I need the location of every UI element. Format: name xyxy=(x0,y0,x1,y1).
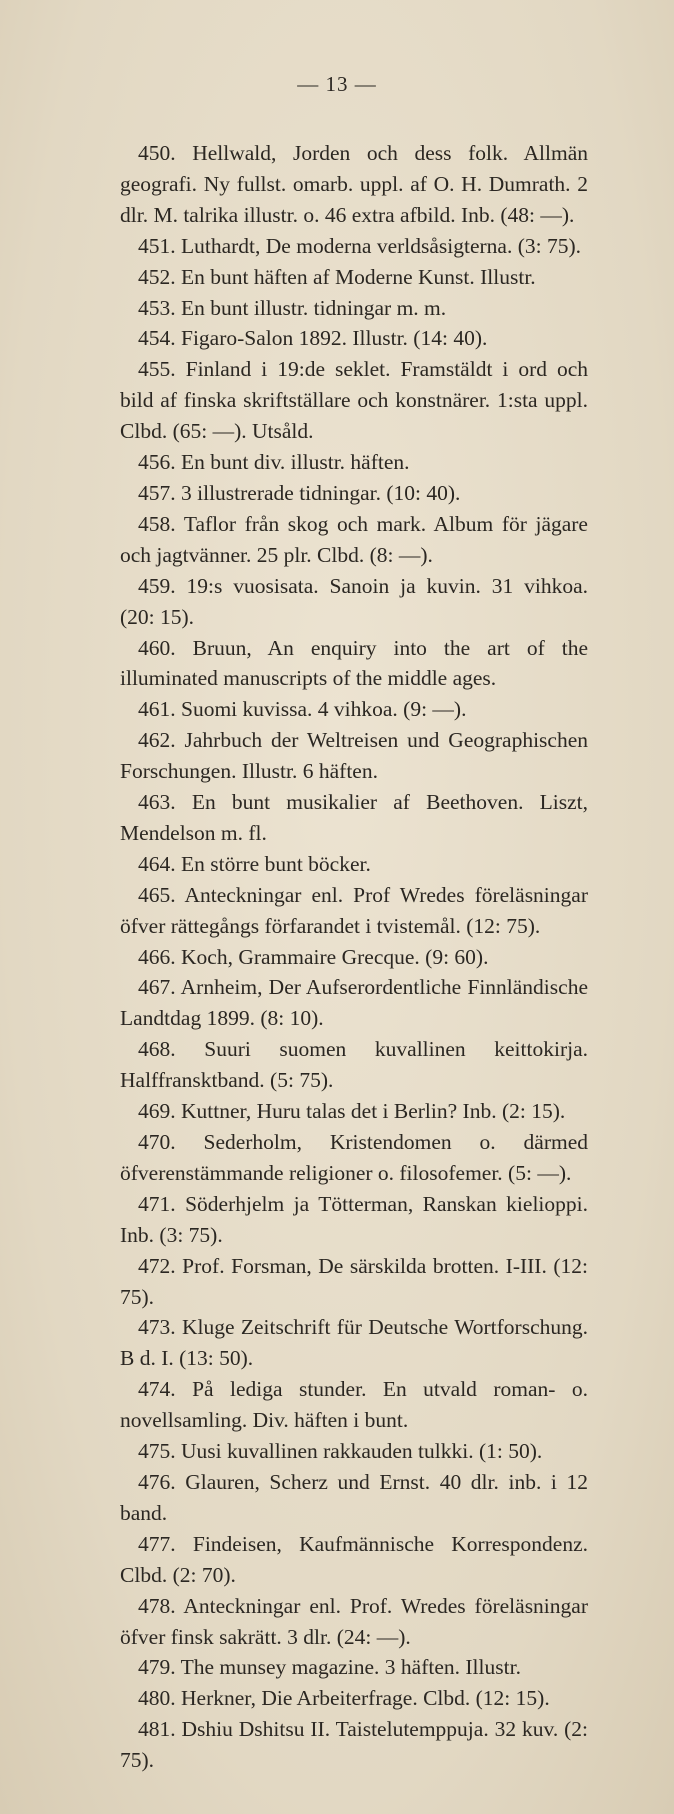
entry-text: 19:s vuosisata. Sanoin ja kuvin. 31 vihkoa. (20: 15). xyxy=(120,573,589,629)
entry-number: 463. xyxy=(138,790,176,815)
entry-text: Söderhjelm ja Tötterman, Ranskan kielioppi. Inb. (3: 75). xyxy=(120,1191,588,1247)
entry-number: 451. xyxy=(138,233,176,258)
catalogue-entry xyxy=(120,478,588,509)
catalogue-entry xyxy=(120,880,588,942)
catalogue-entry xyxy=(120,1436,588,1467)
catalogue-entry xyxy=(120,1467,588,1529)
entry-text: Taflor från skog och mark. Album för jägare och jagtvänner. 25 plr. Clbd. (8: —). xyxy=(120,511,588,567)
entry-number: 476. xyxy=(138,1469,176,1494)
entry-text: Anteckningar enl. Prof Wredes föreläsningar öfver rättegångs förfarandet i tvistemål. (12: 75). xyxy=(120,882,588,938)
entry-number: 471. xyxy=(138,1191,176,1216)
entry-text: Hellwald, Jorden och dess folk. Allmän geografi. Ny fullst. omarb. uppl. af O. H. Dumrath. 2 dlr. M. talrika illustr. o. 46 extra afbild. Inb. (48: —). xyxy=(120,141,589,227)
catalogue-entry xyxy=(120,1034,588,1096)
catalogue-entry xyxy=(120,354,588,447)
entry-number: 460. xyxy=(138,635,176,660)
catalogue-entry xyxy=(120,1312,588,1374)
entry-text: En bunt häften af Moderne Kunst. Illustr. xyxy=(181,264,536,289)
entry-text: Suomi kuvissa. 4 vihkoa. (9: —). xyxy=(181,697,467,722)
catalogue-entry xyxy=(120,1714,588,1776)
entry-number: 462. xyxy=(138,728,176,753)
catalogue-entry xyxy=(120,694,588,725)
catalogue-entry xyxy=(120,972,588,1034)
entry-text: På lediga stunder. En utvald roman- o. novellsamling. Div. häften i bunt. xyxy=(120,1377,588,1433)
catalogue-entry xyxy=(120,138,588,231)
entry-text: Bruun, An enquiry into the art of the illuminated manuscripts of the middle ages. xyxy=(120,635,588,691)
catalogue-entry xyxy=(120,1189,588,1251)
catalogue-entry xyxy=(120,1683,588,1714)
entry-number: 455. xyxy=(138,357,176,382)
entry-text: The munsey magazine. 3 häften. Illustr. xyxy=(180,1655,521,1680)
entry-number: 461. xyxy=(138,697,176,722)
entry-number: 477. xyxy=(138,1531,176,1556)
entry-text: Anteckningar enl. Prof. Wredes föreläsningar öfver finsk sakrätt. 3 dlr. (24: —). xyxy=(120,1593,588,1649)
entry-number: 474. xyxy=(138,1377,176,1402)
catalogue-entry xyxy=(120,447,588,478)
entry-text: Finland i 19:de seklet. Framstäldt i ord och bild af finska skriftställare och konstnärer. 1:sta uppl. Clbd. (65: —). Utsåld. xyxy=(120,357,589,444)
catalogue-entry xyxy=(120,293,588,324)
entry-number: 478. xyxy=(138,1593,176,1618)
entry-number: 457. xyxy=(138,480,176,505)
catalogue-column xyxy=(120,138,588,1776)
catalogue-entry xyxy=(120,323,588,354)
entry-number: 468. xyxy=(138,1037,176,1062)
entry-text: Dshiu Dshitsu II. Taistelutemppuja. 32 kuv. (2: 75). xyxy=(120,1717,588,1773)
entry-text: Koch, Grammaire Grecque. (9: 60). xyxy=(181,944,489,969)
catalogue-entry xyxy=(120,633,588,695)
entry-number: 475. xyxy=(138,1439,176,1464)
entry-number: 472. xyxy=(138,1253,176,1278)
entry-number: 470. xyxy=(138,1130,176,1154)
entry-number: 466. xyxy=(138,944,176,969)
entry-number: 465. xyxy=(138,882,176,907)
entry-number: 479. xyxy=(138,1655,176,1680)
entry-text: Luthardt, De moderna verldsåsigterna. (3: 75). xyxy=(181,233,582,258)
entry-number: 458. xyxy=(138,511,176,536)
entry-text: Jahrbuch der Weltreisen und Geographischen Forschungen. Illustr. 6 häften. xyxy=(120,728,588,784)
entry-text: En bunt musikalier af Beethoven. Liszt, Mendelson m. fl. xyxy=(120,790,588,845)
catalogue-entry xyxy=(120,1374,588,1436)
page-number: — 13 — xyxy=(297,72,377,96)
entry-number: 459. xyxy=(138,573,176,598)
entry-number: 450. xyxy=(138,141,176,165)
entry-text: Arnheim, Der Aufserordentliche Finnländische Landtdag 1899. (8: 10). xyxy=(120,975,588,1031)
catalogue-entry xyxy=(120,1591,588,1653)
entry-number: 480. xyxy=(138,1686,176,1711)
catalogue-entry xyxy=(120,725,588,787)
catalogue-entry xyxy=(120,1127,588,1189)
catalogue-entry xyxy=(120,787,588,849)
entry-text: Prof. Forsman, De särskilda brotten. I-III. (12: 75). xyxy=(120,1253,589,1309)
entry-text: En bunt illustr. tidningar m. m. xyxy=(181,295,447,320)
catalogue-entry xyxy=(120,849,588,880)
entry-number: 469. xyxy=(138,1099,176,1124)
entry-text: En bunt div. illustr. häften. xyxy=(181,450,410,475)
entry-text: 3 illustrerade tidningar. (10: 40). xyxy=(181,480,461,505)
catalogue-entry xyxy=(120,231,588,262)
entry-text: Kluge Zeitschrift für Deutsche Wortforschung. B d. I. (13: 50). xyxy=(120,1315,588,1371)
entry-text: Glauren, Scherz und Ernst. 40 dlr. inb. i 12 band. xyxy=(120,1469,588,1525)
entry-number: 454. xyxy=(138,326,176,351)
catalogue-entry xyxy=(120,571,588,633)
entry-text: Suuri suomen kuvallinen keittokirja. Halffransktband. (5: 75). xyxy=(120,1037,589,1093)
catalogue-entry xyxy=(120,1096,588,1127)
entry-number: 467. xyxy=(138,975,176,1000)
entry-number: 456. xyxy=(138,450,176,475)
catalogue-entry xyxy=(120,1251,588,1313)
entry-text: Herkner, Die Arbeiterfrage. Clbd. (12: 15). xyxy=(181,1686,550,1711)
entry-number: 464. xyxy=(138,851,176,876)
entry-text: Kuttner, Huru talas det i Berlin? Inb. (2: 15). xyxy=(181,1099,566,1124)
catalogue-entry xyxy=(120,1652,588,1683)
catalogue-entry xyxy=(120,1529,588,1591)
entry-number: 481. xyxy=(138,1717,176,1742)
entry-number: 473. xyxy=(138,1315,176,1340)
entry-text: Figaro-Salon 1892. Illustr. (14: 40). xyxy=(181,326,488,351)
entry-text: Findeisen, Kaufmännische Korrespondenz. Clbd. (2: 70). xyxy=(120,1531,588,1587)
entry-text: Sederholm, Kristendomen o. därmed öfverenstämmande religioner o. filosofemer. (5: —). xyxy=(120,1130,588,1185)
entry-number: 452. xyxy=(138,264,176,289)
entry-text: En större bunt böcker. xyxy=(181,851,371,876)
catalogue-entry xyxy=(120,262,588,293)
entry-number: 453. xyxy=(138,295,176,320)
catalogue-entry xyxy=(120,942,588,973)
catalogue-entry xyxy=(120,509,588,571)
entry-text: Uusi kuvallinen rakkauden tulkki. (1: 50). xyxy=(181,1439,543,1464)
